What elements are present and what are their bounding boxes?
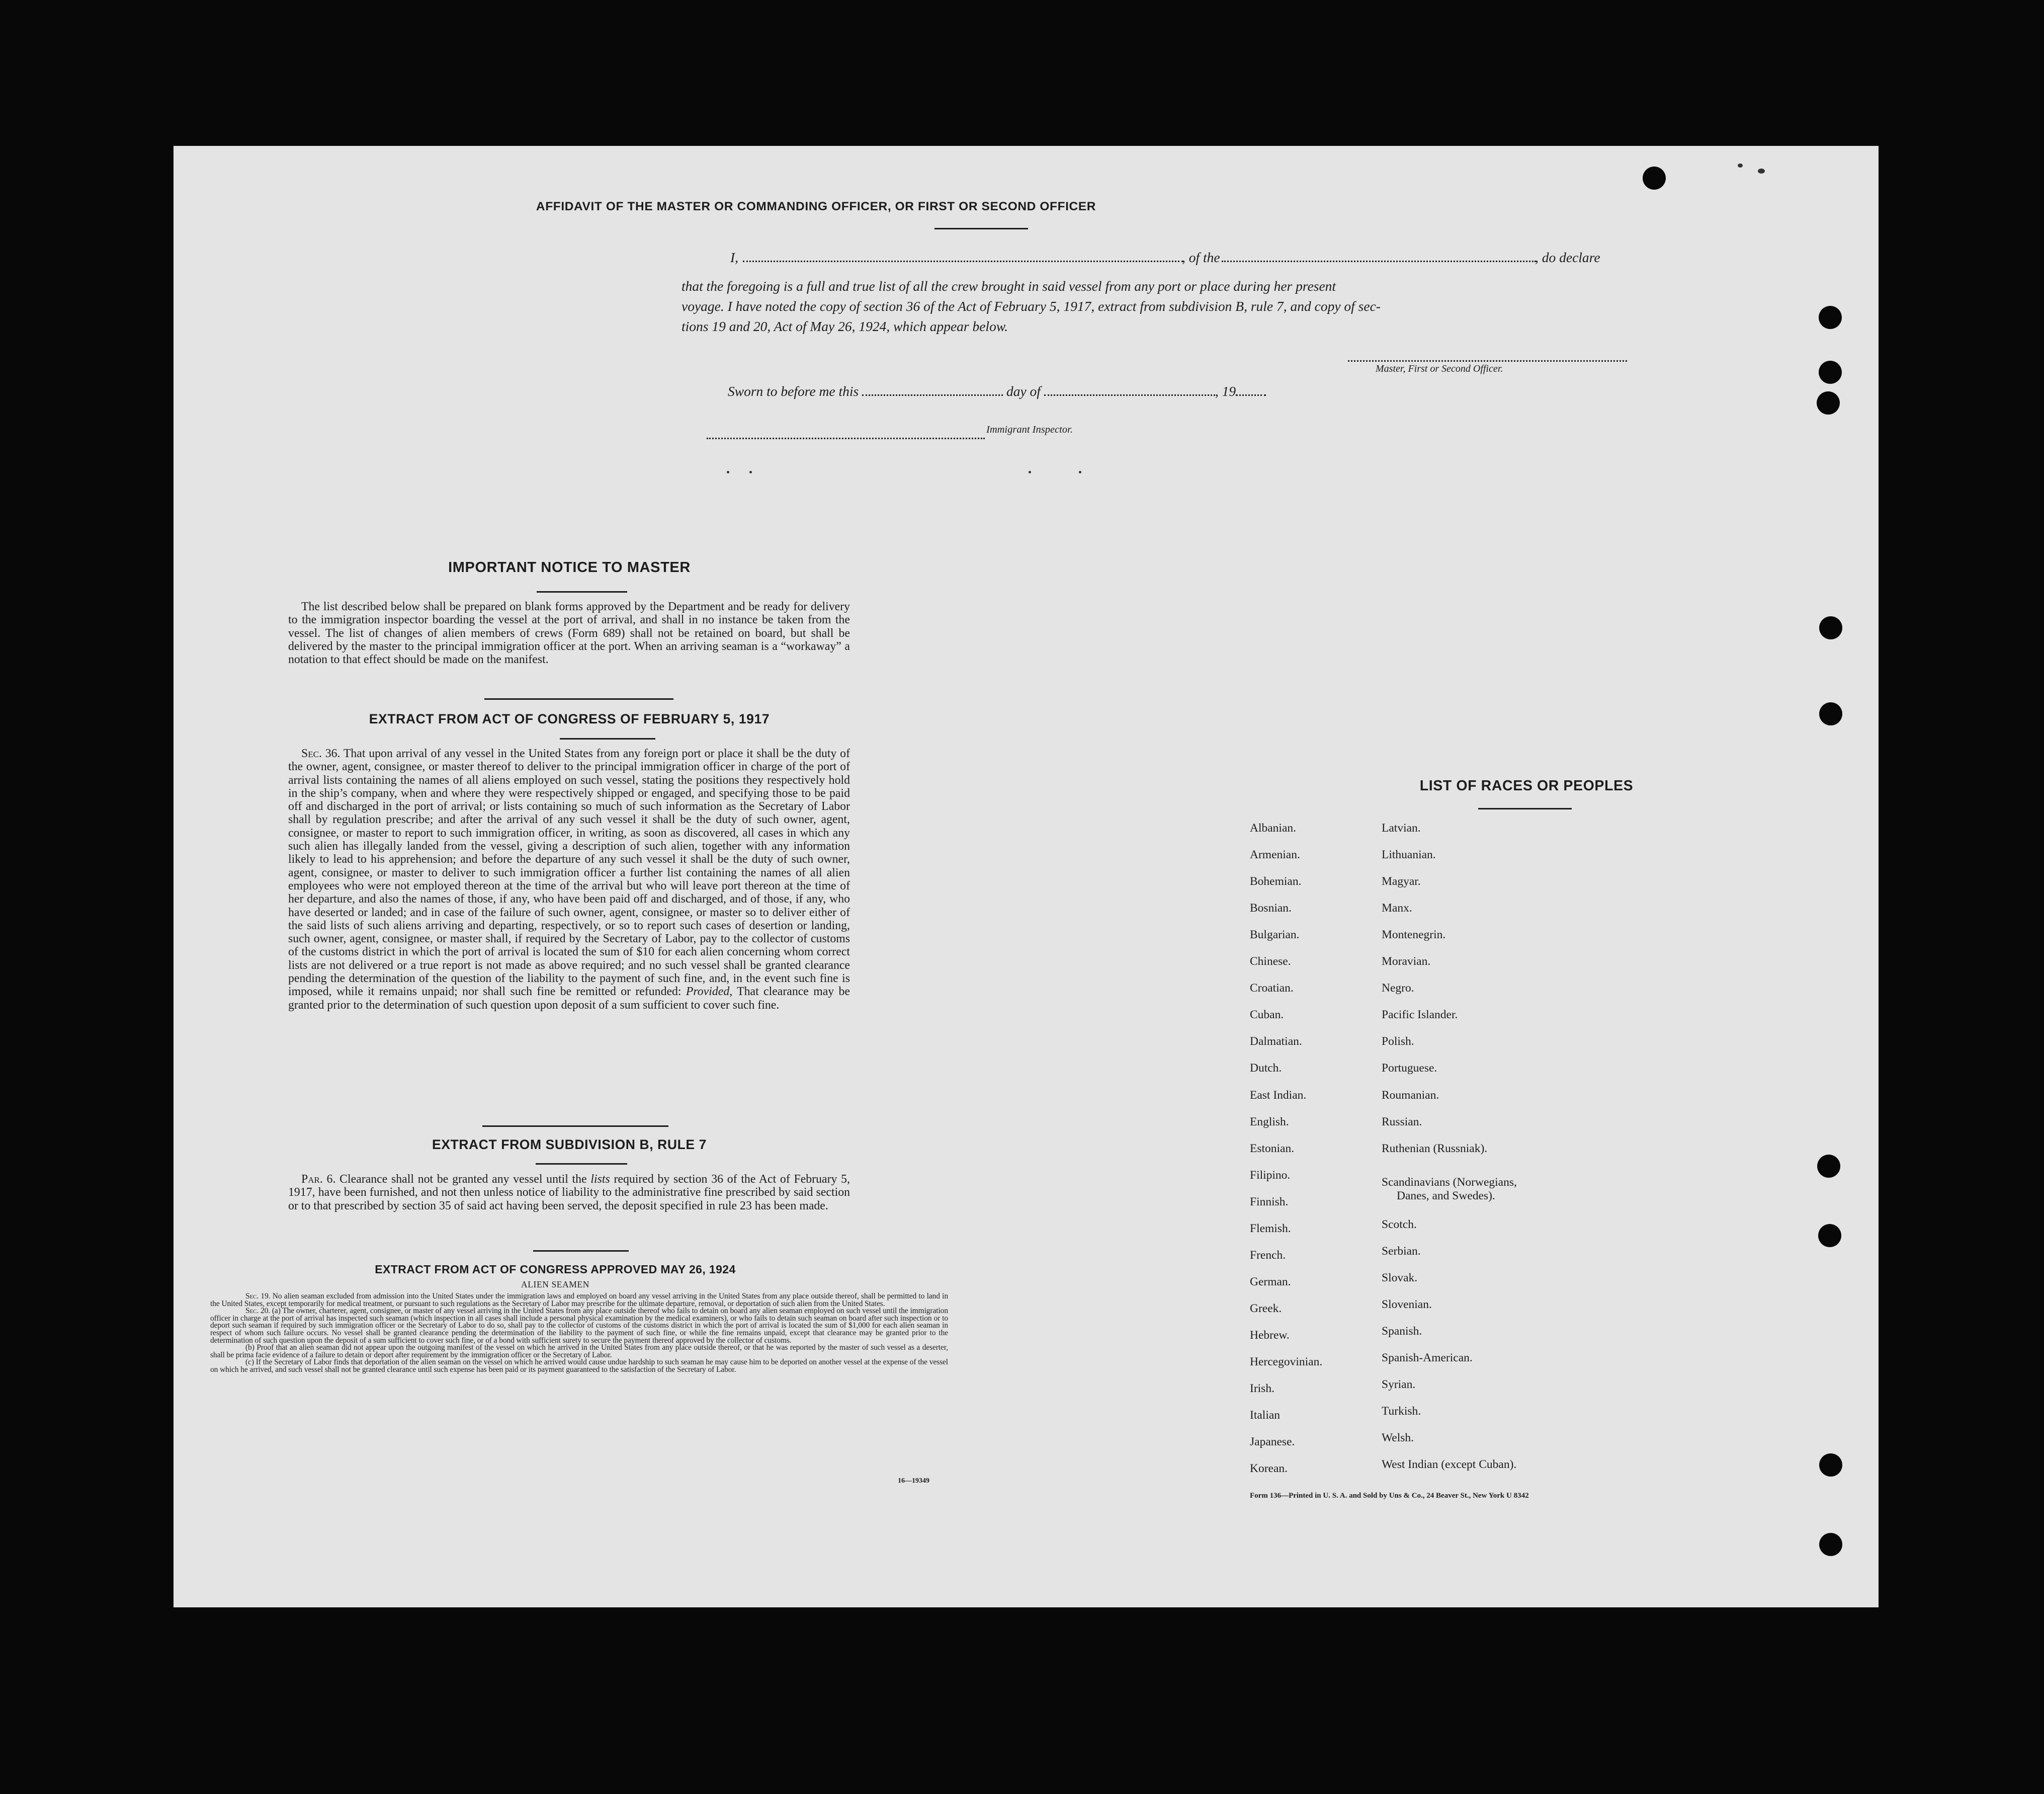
- race-item: Filipino.: [1250, 1168, 1291, 1182]
- race-item: Armenian.: [1250, 848, 1300, 862]
- subdivision-body: [288, 1173, 850, 1212]
- binding-hole: [1819, 1453, 1842, 1477]
- act-1924-title: EXTRACT FROM ACT OF CONGRESS APPROVED MAY 26, 1924: [375, 1263, 736, 1276]
- vessel-blank: [1222, 250, 1536, 262]
- section-divider-3: [533, 1250, 629, 1252]
- subdivision-underline: [536, 1163, 627, 1165]
- act-1917-body: [288, 747, 850, 1012]
- race-item: Roumanian.: [1382, 1088, 1439, 1102]
- notice-underline: [537, 591, 627, 593]
- race-item: Scotch.: [1382, 1218, 1417, 1231]
- binding-hole: [1643, 167, 1666, 190]
- race-item: Finnish.: [1250, 1195, 1289, 1208]
- race-item: Bohemian.: [1250, 875, 1302, 888]
- race-item: Scandinavians (Norwegians,: [1382, 1176, 1517, 1189]
- section-divider: [484, 698, 673, 700]
- race-item: Japanese.: [1250, 1435, 1295, 1449]
- binding-hole: [1819, 702, 1842, 725]
- binding-hole: [1819, 361, 1842, 384]
- provided-text: That clearance may be granted prior to the determination of such question upon deposit of a sum sufficient to cover such fine.: [288, 985, 850, 1012]
- affidavit-statement: [682, 276, 1627, 337]
- race-item: Spanish-American.: [1382, 1351, 1473, 1365]
- speck: [1758, 169, 1765, 174]
- master-label: Master, First or Second Officer.: [1376, 363, 1503, 374]
- speck: [1079, 471, 1081, 473]
- printer-footer: Form 136—Printed in U. S. A. and Sold by Uns & Co., 24 Beaver St., New York U 8342: [1250, 1492, 1529, 1500]
- race-item: Greek.: [1250, 1301, 1282, 1315]
- race-item: Hercegovinian.: [1250, 1355, 1323, 1368]
- race-item: Italian: [1250, 1409, 1281, 1422]
- speck: [1738, 164, 1743, 168]
- subdivision-title: EXTRACT FROM SUBDIVISION B, RULE 7: [432, 1137, 707, 1152]
- sworn-day-of: day of: [1006, 383, 1041, 399]
- race-item: Dalmatian.: [1250, 1035, 1302, 1048]
- race-item: Russian.: [1382, 1115, 1422, 1128]
- race-item: Portuguese.: [1382, 1062, 1437, 1075]
- race-item: Irish.: [1250, 1382, 1274, 1396]
- sworn-year: , 19: [1215, 383, 1236, 399]
- sec-20-label: Sec. 20.: [245, 1307, 271, 1316]
- affidavit-line-2: that the foregoing is a full and true list of all the crew brought in said vessel from any port or place during her present: [682, 278, 1336, 294]
- race-item: Croatian.: [1250, 982, 1294, 995]
- race-item: Hebrew.: [1250, 1328, 1290, 1342]
- document-page: [174, 146, 1879, 1607]
- lists-word: lists: [590, 1173, 610, 1186]
- race-item: East Indian.: [1250, 1088, 1307, 1102]
- day-blank: [862, 383, 1003, 396]
- race-item: Chinese.: [1250, 955, 1291, 968]
- inspector-label: Immigrant Inspector.: [986, 424, 1073, 435]
- binding-hole: [1817, 1155, 1840, 1178]
- sec-19-label: Sec. 19.: [245, 1292, 271, 1300]
- race-item: Moravian.: [1382, 955, 1431, 968]
- speck: [1029, 471, 1031, 473]
- form-code: 16—19349: [898, 1477, 929, 1485]
- inspector-signature-line: [707, 427, 985, 439]
- binding-hole: [1818, 1224, 1841, 1247]
- provided-label: Provided,: [686, 985, 733, 999]
- race-item: Negro.: [1382, 982, 1414, 995]
- race-item: Albanian.: [1250, 822, 1297, 835]
- binding-hole: [1817, 391, 1840, 415]
- title-underline: [934, 228, 1028, 229]
- race-item: Turkish.: [1382, 1405, 1421, 1418]
- affidavit-line-4: tions 19 and 20, Act of May 26, 1924, which appear below.: [682, 318, 1008, 334]
- race-item: Lithuanian.: [1382, 848, 1436, 862]
- sec-36-label: Sec. 36.: [301, 747, 340, 760]
- races-title: LIST OF RACES OR PEOPLES: [1419, 778, 1634, 794]
- act-1917-underline: [560, 738, 655, 740]
- race-item: Ruthenian (Russniak).: [1382, 1141, 1488, 1155]
- race-item: Latvian.: [1382, 822, 1421, 835]
- act-1917-title: EXTRACT FROM ACT OF CONGRESS OF FEBRUARY 5, 1917: [369, 711, 770, 726]
- alien-seamen-subtitle: ALIEN SEAMEN: [521, 1279, 589, 1289]
- act-1924-body: [210, 1293, 948, 1374]
- race-item: Estonian.: [1250, 1141, 1295, 1155]
- affidavit-line-3: voyage. I have noted the copy of section 36 of the Act of February 5, 1917, extract from subdivision B, rule 7, and copy of sec-: [682, 298, 1381, 314]
- notice-title: IMPORTANT NOTICE TO MASTER: [448, 559, 691, 576]
- race-item: Cuban.: [1250, 1008, 1284, 1022]
- binding-hole: [1819, 306, 1842, 329]
- par-6-label: Par. 6.: [301, 1173, 336, 1186]
- notice-body: The list described below shall be prepared on blank forms approved by the Department and be ready for delivery to the immigration inspector boarding the vessel at the port of arrival, and shall in no instance be taken from the vessel. The list of changes of alien members of crews (Form 689) shall not be retained on board, but shall be delivered by the master to the principal immigration officer at the port. When an arriving seaman is a “workaway” a notation to that effect should be made on the manifest.: [288, 600, 850, 667]
- master-signature-line: [1348, 349, 1627, 362]
- affidavit-declare: , do declare: [1535, 250, 1600, 265]
- race-item: Danes, and Swedes).: [1397, 1189, 1495, 1202]
- race-item: Pacific Islander.: [1382, 1008, 1458, 1022]
- affidavit-of-the: , of the: [1182, 250, 1220, 265]
- speck: [749, 471, 752, 473]
- race-item: Manx.: [1382, 902, 1412, 915]
- binding-hole: [1819, 1533, 1842, 1556]
- section-divider-2: [482, 1125, 668, 1127]
- race-item: Montenegrin.: [1382, 928, 1446, 942]
- races-underline: [1478, 808, 1572, 809]
- race-item: Magyar.: [1382, 875, 1421, 888]
- race-item: Spanish.: [1382, 1325, 1422, 1338]
- race-item: Flemish.: [1250, 1221, 1291, 1235]
- par-6-text-b: required by section 36 of the Act of February 5, 1917, have been furnished, and not then unless notice of liability to the administrative fine prescribed by said section or to that prescribed by section 35 of said act having been served, the deposit specified in rule 23 has been made.: [288, 1173, 850, 1212]
- sec-20c-text: (c) If the Secretary of Labor finds that deportation of the alien seaman on the vessel on which he arrived would cause undue hardship to such seaman he may cause him to be deported on another vessel at the expense of the vessel on which he arrived, and such vessel shall not be granted clearance until such expense has been paid or its payment guaranteed to the satisfaction of the Secretary of Labor.: [210, 1358, 948, 1374]
- binding-hole: [1819, 616, 1842, 639]
- race-item: Slovenian.: [1382, 1298, 1432, 1312]
- race-item: Polish.: [1382, 1035, 1414, 1048]
- par-6-text-a: Clearance shall not be granted any vessel until the: [339, 1173, 587, 1186]
- affidavit-title: AFFIDAVIT OF THE MASTER OR COMMANDING OFFICER, OR FIRST OR SECOND OFFICER: [536, 200, 1096, 213]
- race-item: French.: [1250, 1248, 1286, 1262]
- sec-20a-text: (a) The owner, charterer, agent, consignee, or master of any vessel arriving in the United States from any place outside thereof who fails to detain on board any alien seaman employed on such vessel until the immigration officer in charge at the port of arrival has inspected such seaman (which inspection in all cases shall include a personal physical examination by the medical examiners), or who fails to detain such seaman on board after such inspection or to deport such seaman if required by such immigration officer or the Secretary of Labor to do so, shall pay to the collector of customs of the customs district in which the port of arrival is located the sum of $1,000 for each alien seaman in respect of whom such failure occurs. No vessel shall be granted clearance pending the determination of the liability to the payment of such fine, or while the fine remains unpaid, except that clearance may be granted prior to the determination of such question upon the deposit of a sum sufficient to cover such fine, or of a bond with sufficient surety to secure the payment thereof approved by the collector of customs.: [210, 1307, 948, 1345]
- sec-19-text: No alien seaman excluded from admission into the United States under the immigration laws and employed on board any vessel arriving in the United States from any place outside thereof, shall be permitted to land in the United States, except temporarily for medical treatment, or pursuant to such regulations as the Secretary of Labor may prescribe for the ultimate departure, removal, or deportation of such alien from the United States.: [210, 1292, 948, 1308]
- sec-36-text: That upon arrival of any vessel in the United States from any foreign port or place it shall be the duty of the owner, agent, consignee, or master thereof to deliver to the principal immigration officer in charge of the port of arrival lists containing the names of all aliens employed on such vessel, stating the positions they respectively hold in the ship’s company, when and where they were respectively shipped or engaged, and specifying those to be paid off and discharged in the port of arrival; or lists containing so much of such information as the Secretary of Labor shall by regulation prescribe; and after the arrival of any such vessel it shall be the duty of such owner, agent, consignee, or master to report to such immigration officer, in writing, as soon as discovered, all cases in which any such alien has illegally landed from the vessel, giving a description of such alien, together with any information likely to lead to his apprehension; and before the departure of any such vessel it shall be the duty of such owner, agent, consignee, or master to deliver to such immigration officer a further list containing the names of all alien employees who were not employed thereon at the time of the arrival but who will leave port thereon at the time of her departure, and also the names of those, if any, who have been paid off and discharged, and of those, if any, who have deserted or landed; and in case of the failure of such owner, agent, consignee, or master so to deliver either of the said lists of such aliens arriving and departing, respectively, or so to report such cases of desertion or landing, such owner, agent, consignee, or master shall, if required by the Secretary of Labor, pay to the collector of customs of the customs district in which the port of arrival is located the sum of $10 for each alien concerning whom correct lists are not delivered or a true report is not made as above required; and no such vessel shall be granted clearance pending the determination of the question of the liability to the payment of such fine, and, in the event such fine is imposed, while it remains unpaid; nor shall such fine be remitted or refunded:: [288, 747, 850, 999]
- race-item: Korean.: [1250, 1462, 1288, 1476]
- affidavit-i: I,: [730, 250, 739, 265]
- race-item: Bulgarian.: [1250, 928, 1300, 942]
- race-item: Serbian.: [1382, 1245, 1421, 1258]
- race-item: English.: [1250, 1115, 1289, 1128]
- sworn-before: Sworn to before me this: [728, 383, 859, 399]
- speck: [727, 471, 729, 473]
- race-item: Slovak.: [1382, 1271, 1418, 1285]
- year-blank: [1236, 383, 1266, 396]
- race-item: West Indian (except Cuban).: [1382, 1458, 1517, 1472]
- name-blank: [743, 250, 1183, 262]
- race-item: Dutch.: [1250, 1062, 1282, 1075]
- race-item: Welsh.: [1382, 1431, 1414, 1445]
- race-item: Syrian.: [1382, 1378, 1416, 1392]
- sworn-line: [728, 383, 1382, 399]
- race-item: German.: [1250, 1275, 1291, 1288]
- race-item: Bosnian.: [1250, 902, 1292, 915]
- month-blank: [1044, 383, 1215, 396]
- sec-20b-text: (b) Proof that an alien seaman did not appear upon the outgoing manifest of the vessel on which he arrived in the United States from any place outside thereof, or that he was reported by the master of such vessel as a deserter, shall be prima facie evidence of a failure to detain or deport after requirement by the immigration officer or the Secretary of Labor.: [210, 1343, 948, 1359]
